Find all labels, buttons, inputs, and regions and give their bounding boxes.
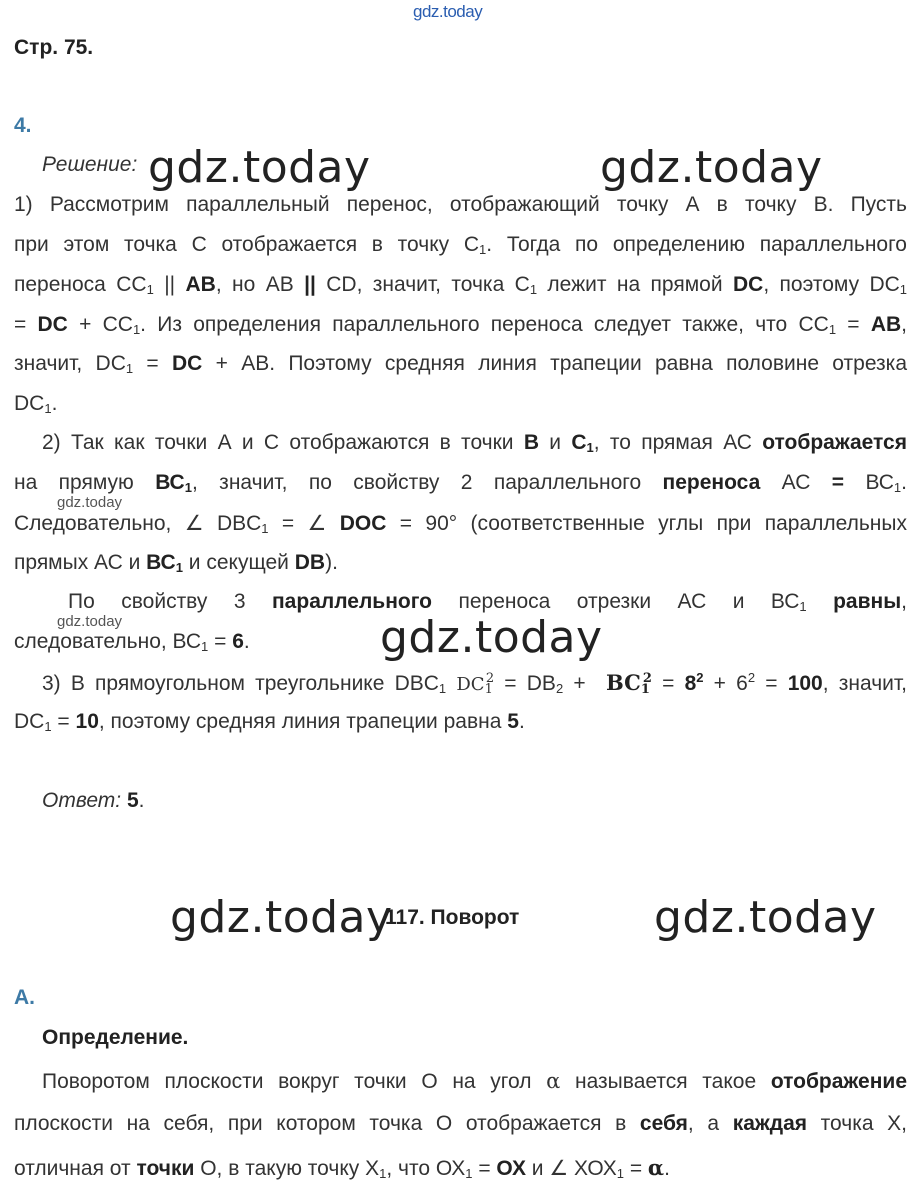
paragraph-line: 3) В прямоугольном треугольнике $DBC_1$ $DC_1^2 = DB_2 + BC_1^2 = 8^2 + 6^2 = 100$, значит, bbox=[42, 670, 907, 697]
paragraph-line: следовательно, $ВС_1 = 6$. bbox=[14, 630, 250, 654]
paragraph-line: $DC_1 = 10$, поэтому средняя линия трапеции равна 5. bbox=[14, 710, 525, 734]
answer-label: Ответ: bbox=[42, 789, 122, 812]
paragraph-line: = DC + $СС_1$. Из определения параллельного переноса следует также, что $СС_1$ = АВ, bbox=[14, 313, 907, 337]
watermark-big-2: gdz.today bbox=[600, 142, 823, 193]
section-title: 117. Поворот bbox=[385, 906, 520, 929]
paragraph-line: Следовательно, ∠ $DBC_1$ = ∠ DOC = 90° (соответственные углы при параллельных bbox=[14, 512, 908, 536]
task-number: 4. bbox=[14, 114, 32, 137]
paragraph-line: $DC_1$. bbox=[14, 392, 58, 416]
paragraph-line: 2) Так как точки А и С отображаются в точки В и $С_1$, то прямая АС отображается bbox=[42, 431, 907, 455]
answer-line bbox=[42, 789, 144, 813]
paragraph-line: прямых АС и $ВС_1$ и секущей DB). bbox=[14, 551, 338, 575]
section-letter: А. bbox=[14, 986, 35, 1009]
paragraph-line: значит, $DC_1$ = DC + АВ. Поэтому средняя линия трапеции равна половине отрезка bbox=[14, 352, 907, 376]
page-header: Стр. 75. bbox=[14, 36, 94, 59]
paragraph-line: Поворотом плоскости вокруг точки О на угол α называется такое отображение bbox=[42, 1069, 907, 1093]
paragraph-line: 1) Рассмотрим параллельный перенос, отображающий точку А в точку В. Пусть bbox=[14, 193, 907, 216]
watermark-big-1: gdz.today bbox=[148, 142, 371, 193]
watermark-big-4: gdz.today bbox=[170, 892, 393, 943]
answer-tail: . bbox=[138, 789, 145, 812]
paragraph-line: переноса $СС_1$ || АВ, но АВ || CD, значит, точка $С_1$ лежит на прямой DC, поэтому $DC_1$ bbox=[14, 273, 908, 297]
paragraph-line: По свойству 3 параллельного переноса отрезки АС и $ВС_1$ равны, bbox=[68, 590, 907, 614]
solution-label: Решение: bbox=[42, 153, 138, 176]
watermark-mid-2: gdz.today bbox=[57, 613, 123, 630]
paragraph-line: при этом точка С отображается в точку $С_1$. Тогда по определению параллельного bbox=[14, 233, 907, 257]
watermark-top: gdz.today bbox=[413, 2, 483, 21]
answer-value: 5 bbox=[126, 789, 139, 812]
paragraph-line: плоскости на себя, при котором точка О отображается в себя, а каждая точка Х, bbox=[14, 1112, 907, 1135]
definition-label: Определение. bbox=[42, 1026, 189, 1049]
paragraph-line: на прямую $ВС_1$, значит, по свойству 2 параллельного переноса АС = $ВС_1$. bbox=[14, 471, 907, 495]
paragraph-line: отличная от точки О, в такую точку $Х_1$, что $ОХ_1$ = ОХ и ∠ $ХОХ_1 = \alpha$. bbox=[14, 1155, 670, 1181]
watermark-big-5: gdz.today bbox=[654, 892, 877, 943]
watermark-mid-1: gdz.today bbox=[57, 494, 123, 511]
watermark-big-3: gdz.today bbox=[380, 612, 603, 663]
